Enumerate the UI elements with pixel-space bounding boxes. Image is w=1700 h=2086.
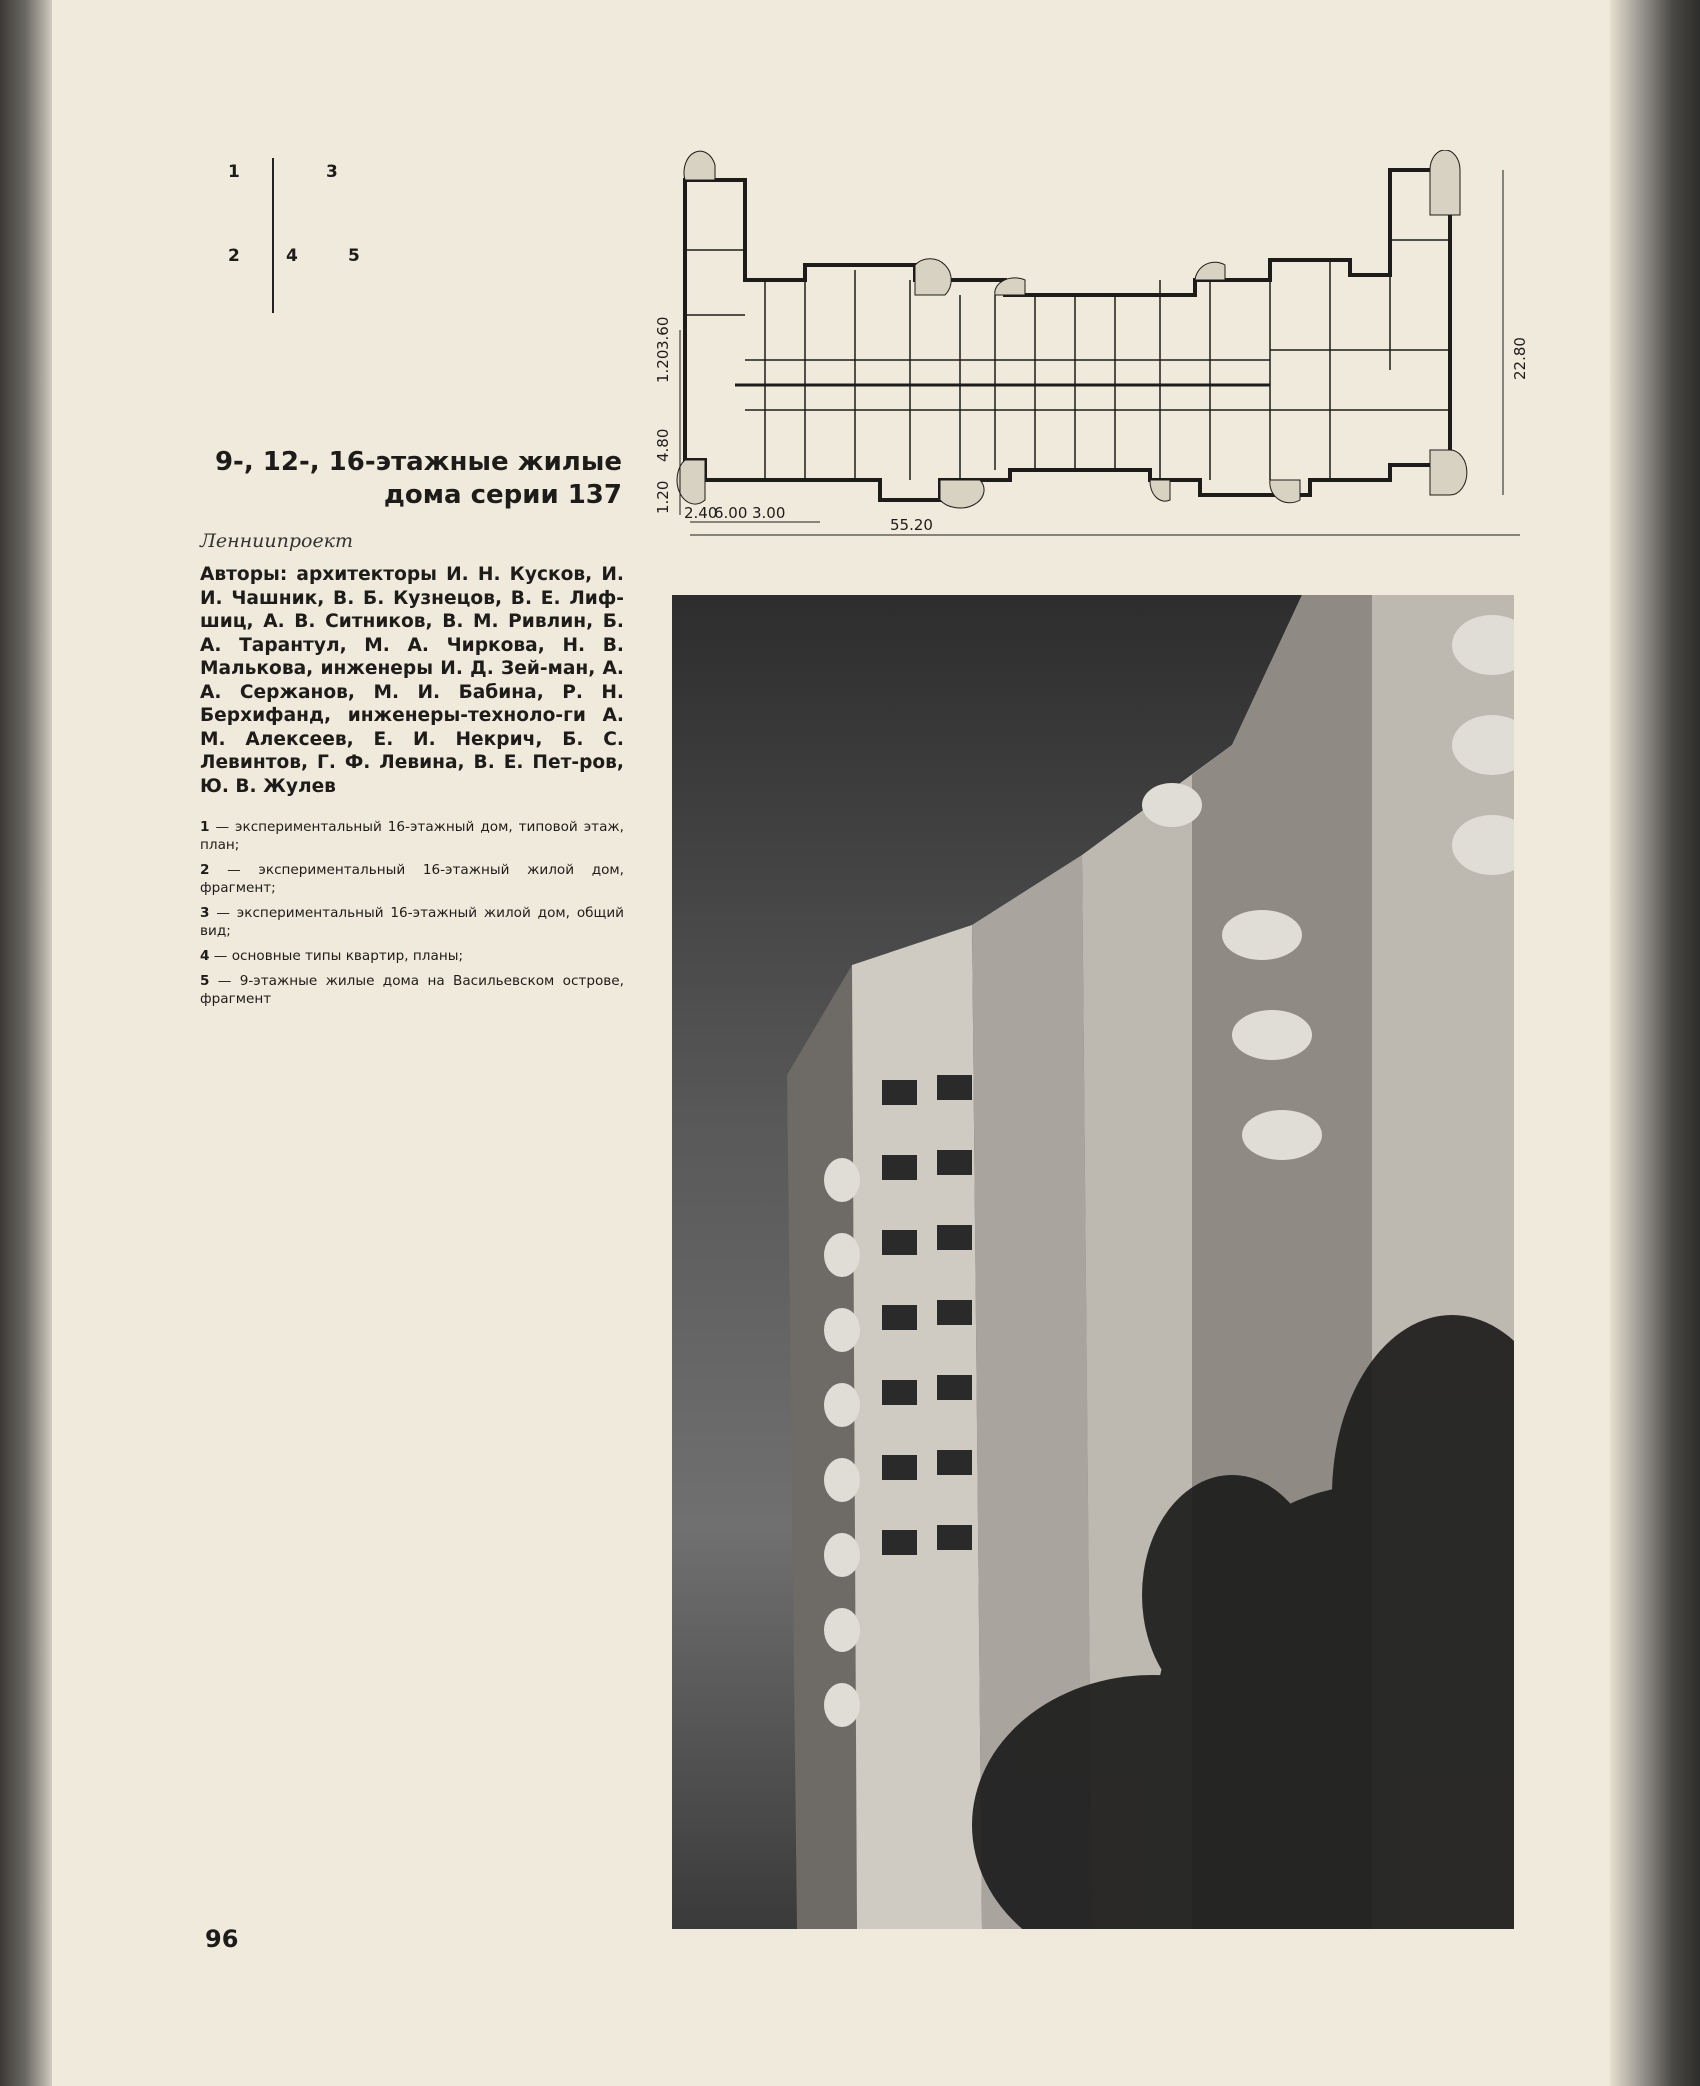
authors-text: Авторы: архитекторы И. Н. Кусков, И. И. Чашник, В. Б. Кузнецов, В. Е. Лиф-шиц, А. В. Ситников, В. М. Ривлин, Б. А. Тарантул, М. А. Чиркова, Н. В. Малькова, инженеры И. Д. Зей-ман, А. А. Сержанов, М. И. Бабина, Р. Н. Берхифанд, инженеры-техноло-ги А. М. Алексеев, Е. И. Некрич, Б. С. Левинтов, Г. Ф. Левина, В. Е. Пет-ров, Ю. В. Жулев bbox=[200, 564, 624, 797]
floor-plan-drawing bbox=[650, 150, 1550, 550]
dim-v1: 1.20 bbox=[654, 349, 672, 383]
dim-h2: 6.00 bbox=[714, 504, 748, 522]
figure-index-3: 3 bbox=[326, 162, 338, 182]
caption-3: 3 — экспериментальный 16-этажный жилой дом, общий вид; bbox=[200, 905, 624, 939]
title-line-1: 9-, 12-, 16-этажные жилые bbox=[214, 447, 622, 477]
caption-1: 1 — экспериментальный 16-этажный дом, типовой этаж, план; bbox=[200, 819, 624, 853]
organization: Ленниипроект bbox=[200, 530, 354, 552]
dim-total-width: 55.20 bbox=[890, 516, 933, 534]
article-title bbox=[202, 446, 622, 512]
dim-v2: 3.60 bbox=[654, 316, 672, 350]
figure-captions bbox=[200, 818, 624, 1015]
caption-4: 4 — основные типы квартир, планы; bbox=[200, 948, 464, 964]
dim-h3: 3.00 bbox=[752, 504, 786, 522]
dim-v4: 1.20 bbox=[654, 480, 672, 514]
book-spine-shadow-left bbox=[0, 0, 52, 2086]
dim-h1: 2.40 bbox=[684, 504, 718, 522]
figure-index-2: 2 bbox=[228, 246, 240, 266]
building-photo bbox=[672, 595, 1514, 1929]
title-line-2: дома серии 137 bbox=[383, 480, 622, 510]
figure-index-5: 5 bbox=[348, 246, 360, 266]
figure-index-divider bbox=[272, 158, 274, 313]
page-number: 96 bbox=[205, 1925, 239, 1953]
building-illustration bbox=[672, 595, 1514, 1929]
caption-5: 5 — 9-этажные жилые дома на Васильевском острове, фрагмент bbox=[200, 973, 624, 1007]
caption-2: 2 — экспериментальный 16-этажный жилой дом, фрагмент; bbox=[200, 862, 624, 896]
dim-v3: 4.80 bbox=[654, 428, 672, 462]
figure-index-4: 4 bbox=[286, 246, 298, 266]
figure-index-1: 1 bbox=[228, 162, 240, 182]
dim-total-depth: 22.80 bbox=[1511, 337, 1529, 380]
book-binding-right bbox=[1610, 0, 1700, 2086]
